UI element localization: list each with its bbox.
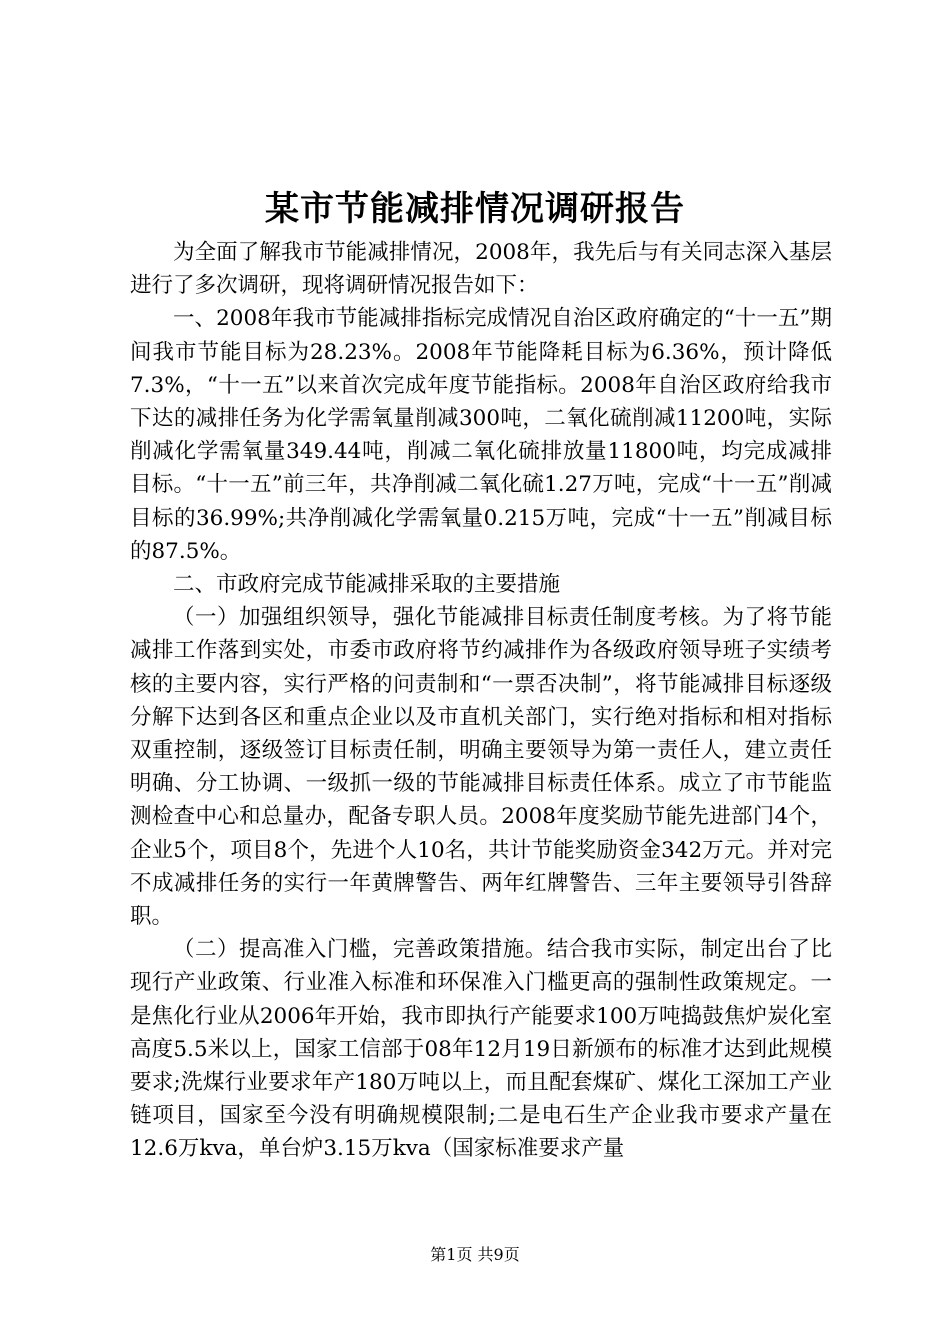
- document-title: 某市节能减排情况调研报告: [265, 189, 685, 229]
- paragraph-measure-one: （一）加强组织领导，强化节能减排目标责任制度考核。为了将节能减排工作落到实处，市委市政府将节约减排作为各级政府领导班子实绩考核的主要内容，实行严格的问责制和“一票否决制”，将节能减排目标逐级分解下达到各区和重点企业以及市直机关部门，实行绝对指标和相对指标双重控制，逐级签订目标责任制，明确主要领导为第一责任人，建立责任明确、分工协调、一级抓一级的节能减排目标责任体系。成立了市节能监测检查中心和总量办，配备专职人员。2008年度奖励节能先进部门4个，企业5个，项目8个，先进个人10名，共计节能奖励资金342万元。并对完不成减排任务的实行一年黄牌警告、两年红牌警告、三年主要领导引咎辞职。: [130, 605, 832, 930]
- paragraph-section-two-heading: 二、市政府完成节能减排采取的主要措施: [173, 572, 561, 598]
- paragraph-intro: 为全面了解我市节能减排情况，2008年，我先后与有关同志深入基层进行了多次调研，现将调研情况报告如下：: [130, 240, 832, 299]
- page-footer: 第1页 共9页: [430, 1245, 520, 1264]
- document-body: [130, 236, 832, 1166]
- paragraph-measure-two: （二）提高准入门槛，完善政策措施。结合我市实际，制定出台了比现行产业政策、行业准入标准和环保准入门槛更高的强制性政策规定。一是焦化行业从2006年开始，我市即执行产能要求100万吨捣鼓焦炉炭化室高度5.5米以上，国家工信部于08年12月19日新颁布的标准才达到此规模要求;洗煤行业要求年产180万吨以上，而且配套煤矿、煤化工深加工产业链项目，国家至今没有明确规模限制;二是电石生产企业我市要求产量在12.6万kva，单台炉3.15万kva（国家标准要求产量: [130, 937, 832, 1162]
- paragraph-section-one: 一、2008年我市节能减排指标完成情况自治区政府确定的“十一五”期间我市节能目标为28.23%。2008年节能降耗目标为6.36%，预计降低7.3%，“十一五”以来首次完成年度节能指标。2008年自治区政府给我市下达的减排任务为化学需氧量削减300吨，二氧化硫削减11200吨，实际削减化学需氧量349.44吨，削减二氧化硫排放量11800吨，均完成减排目标。“十一五”前三年，共净削减二氧化硫1.27万吨，完成“十一五”削减目标的36.99%;共净削减化学需氧量0.215万吨，完成“十一五”削减目标的87.5%。: [130, 306, 832, 564]
